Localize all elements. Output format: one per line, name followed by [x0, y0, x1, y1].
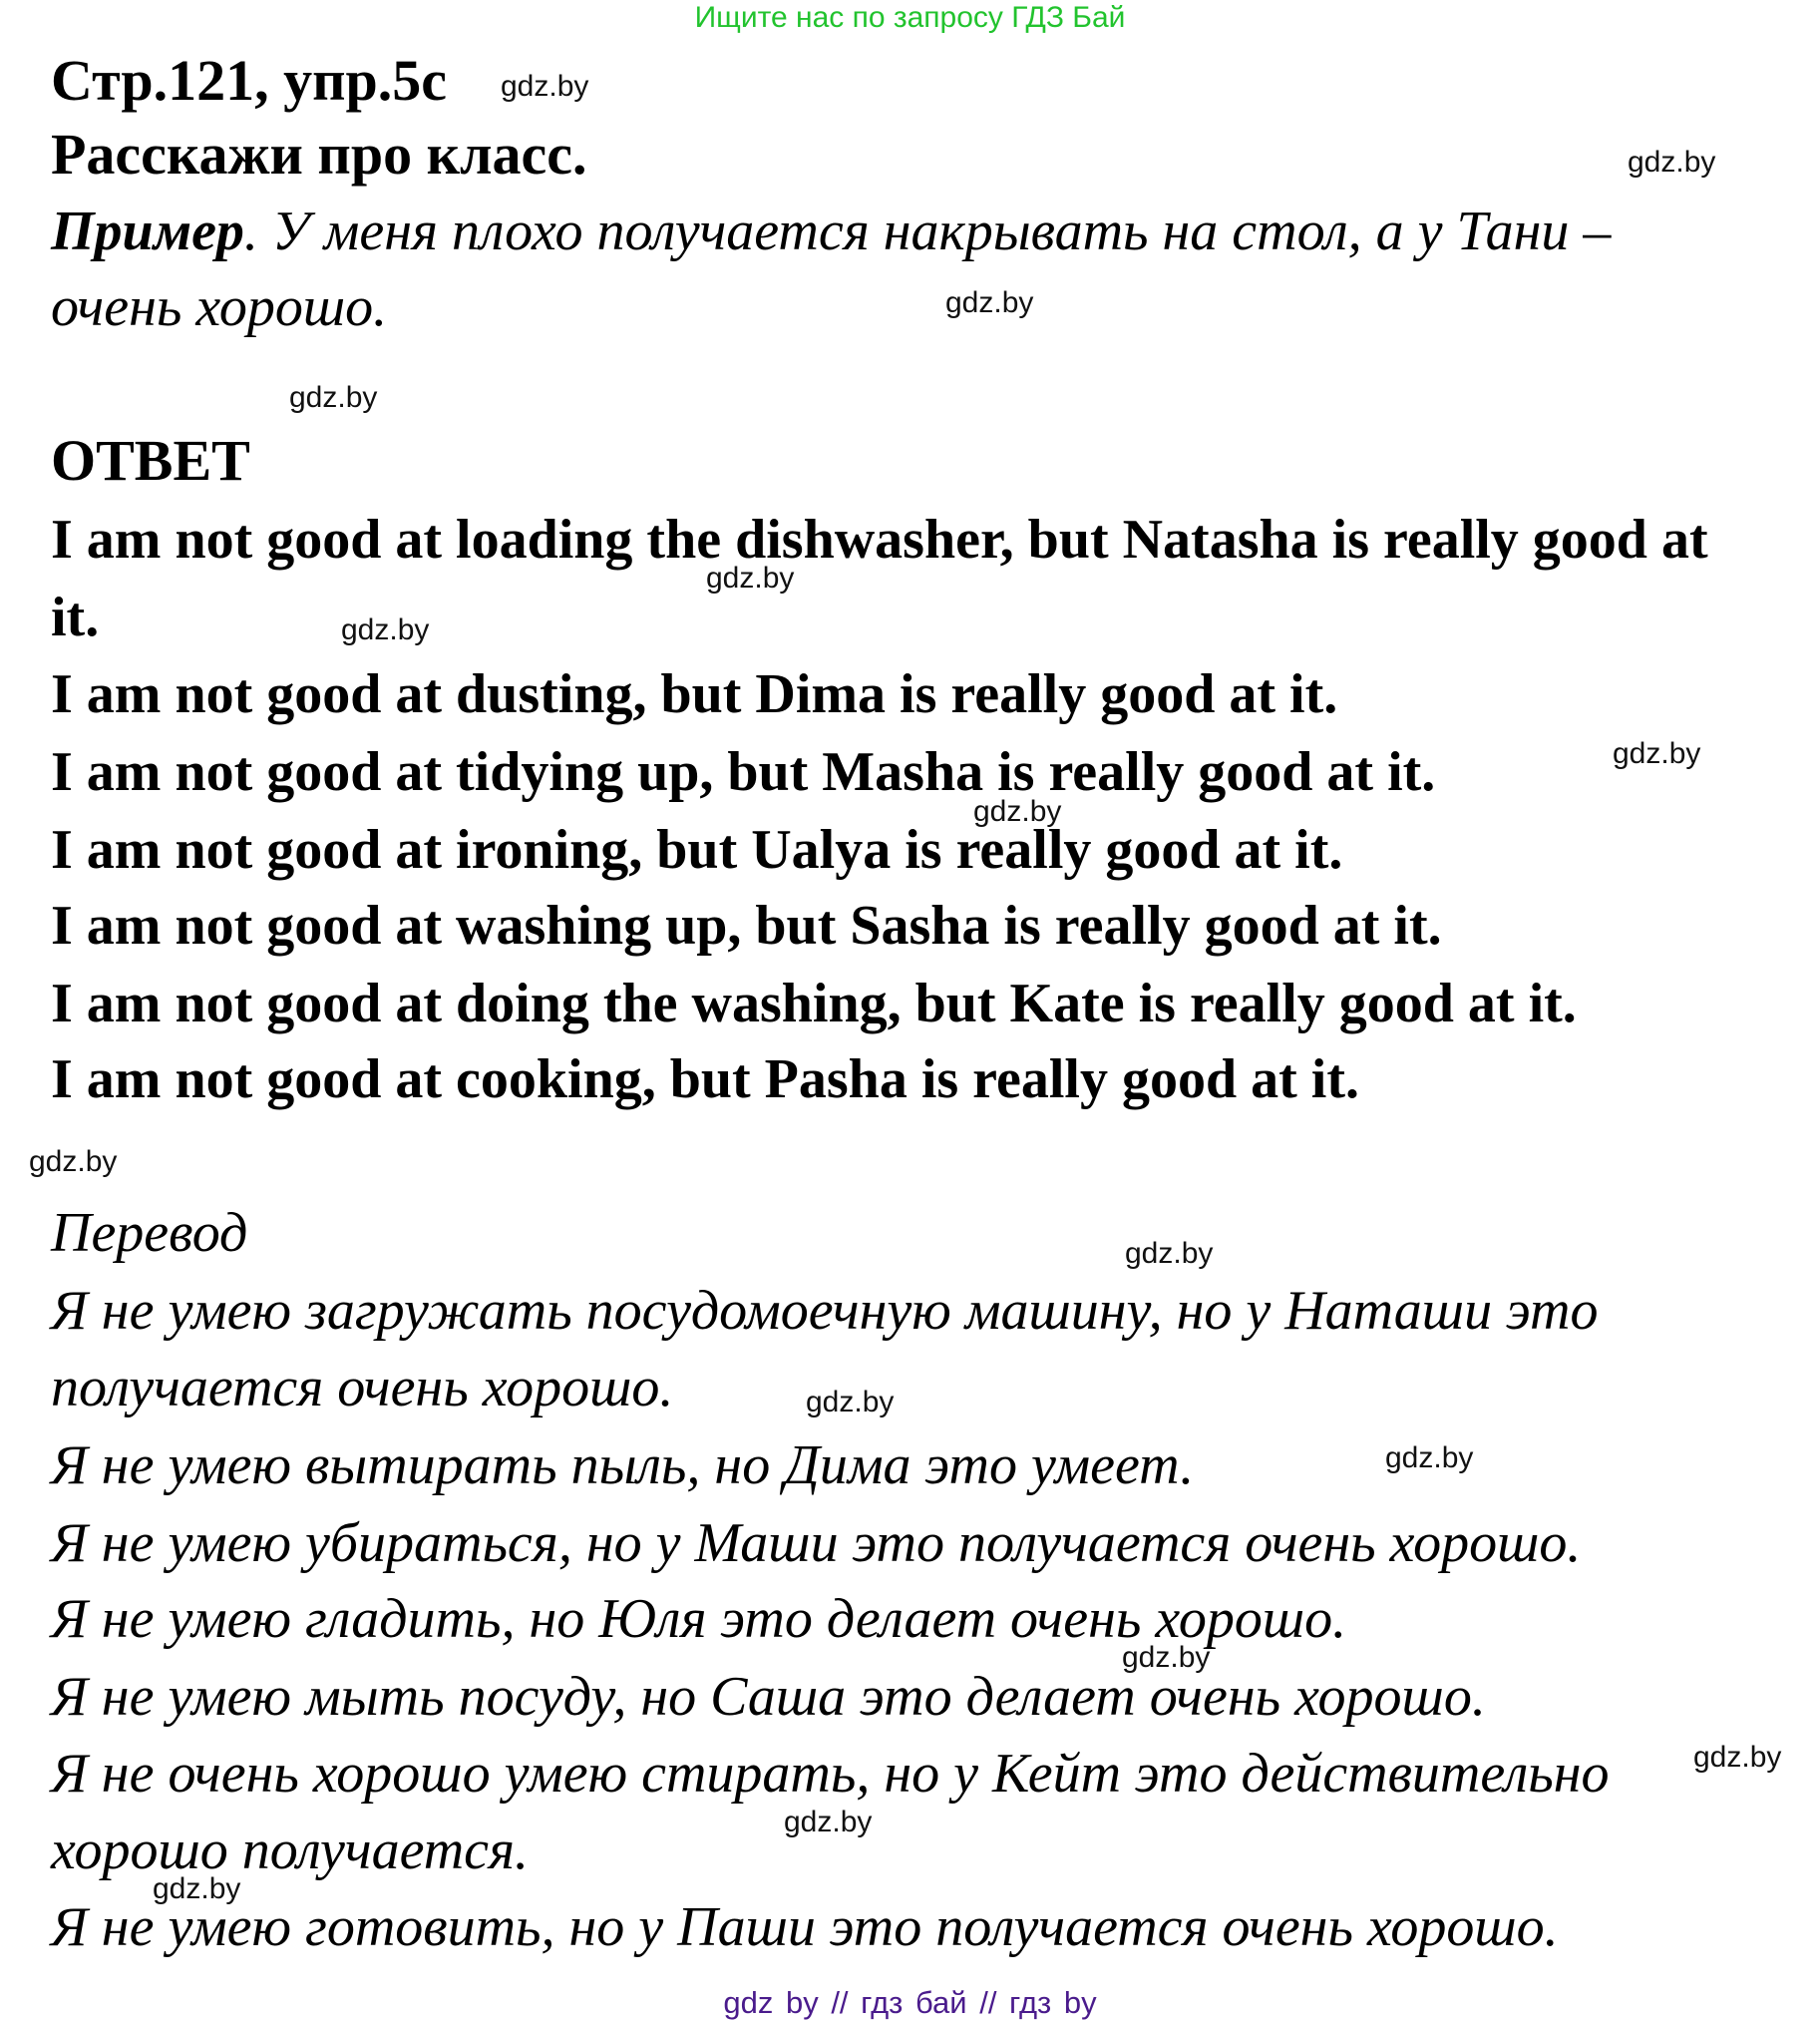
footer-watermark: gdz by // гдз бай // гдз by — [723, 1985, 1097, 2020]
task-heading: Расскажи про класс. — [51, 122, 587, 187]
example-line — [51, 197, 1611, 266]
page-title: Стр.121, упр.5с — [51, 48, 447, 113]
translation-line: Я не очень хорошо умею стирать, но у Кейт это действительно — [51, 1743, 1610, 1805]
watermark: gdz.by — [289, 381, 378, 414]
answer-line: I am not good at tidying up, but Masha is really good at it. — [51, 741, 1436, 803]
answer-line: I am not good at dusting, but Dima is really good at it. — [51, 663, 1338, 725]
answer-line: I am not good at washing up, but Sasha is really good at it. — [51, 895, 1442, 957]
watermark: gdz.by — [1125, 1237, 1214, 1270]
answer-line: I am not good at loading the dishwasher, but Natasha is really good at — [51, 509, 1708, 571]
watermark: gdz.by — [784, 1806, 873, 1838]
translation-line: Я не умею вытирать пыль, но Дима это умеет. — [51, 1434, 1195, 1496]
search-banner: Ищите нас по запросу ГДЗ Бай — [694, 1, 1126, 34]
translation-line: Я не умею готовить, но у Паши это получается очень хорошо. — [51, 1896, 1559, 1958]
translation-line: хорошо получается. — [51, 1819, 530, 1881]
example-label: Пример — [51, 201, 244, 262]
translation-line: Я не умею загружать посудомоечную машину, но у Наташи это — [51, 1280, 1599, 1342]
watermark: gdz.by — [706, 562, 795, 595]
answer-heading: ОТВЕТ — [51, 428, 250, 493]
watermark: gdz.by — [1122, 1641, 1211, 1674]
watermark: gdz.by — [806, 1386, 895, 1418]
watermark: gdz.by — [1613, 737, 1701, 770]
answer-line: I am not good at ironing, but Ualya is really good at it. — [51, 819, 1343, 881]
watermark: gdz.by — [973, 795, 1062, 828]
example-text: . У меня плохо получается накрывать на стол, а у Тани – — [243, 201, 1612, 262]
watermark: gdz.by — [1385, 1441, 1474, 1474]
translation-line: Я не умею мыть посуду, но Саша это делает очень хорошо. — [51, 1666, 1486, 1728]
example-text-cont: очень хорошо. — [51, 276, 388, 338]
translation-line: Я не умею гладить, но Юля это делает очень хорошо. — [51, 1588, 1347, 1650]
watermark: gdz.by — [153, 1872, 241, 1905]
example-line-cont — [51, 272, 387, 342]
watermark: gdz.by — [341, 613, 430, 646]
watermark: gdz.by — [29, 1145, 118, 1178]
translation-line: получается очень хорошо. — [51, 1357, 674, 1418]
answer-line: it. — [51, 587, 100, 648]
watermark: gdz.by — [501, 70, 589, 103]
translation-heading: Перевод — [51, 1202, 248, 1264]
watermark: gdz.by — [1693, 1741, 1782, 1774]
watermark: gdz.by — [1628, 146, 1716, 179]
answer-line: I am not good at cooking, but Pasha is really good at it. — [51, 1048, 1359, 1110]
translation-line: Я не умею убираться, но у Маши это получается очень хорошо. — [51, 1512, 1582, 1574]
answer-line: I am not good at doing the washing, but Kate is really good at it. — [51, 973, 1577, 1034]
watermark: gdz.by — [945, 286, 1034, 319]
